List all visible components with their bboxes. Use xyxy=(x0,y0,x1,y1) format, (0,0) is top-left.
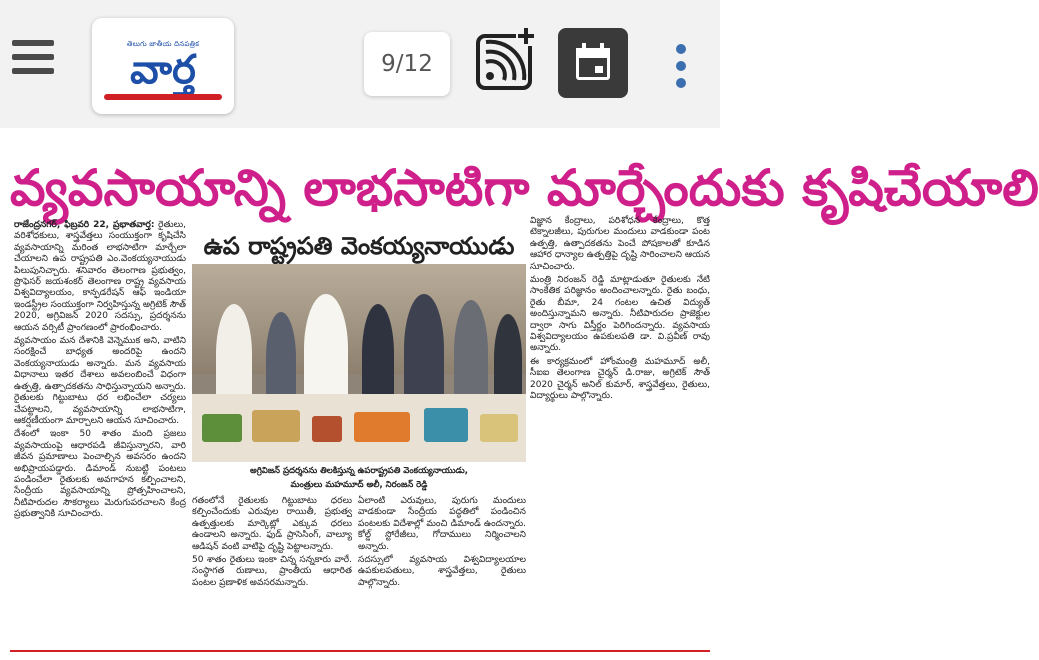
mid-left-para: గతంలోనే రైతులకు గిట్టుబాటు ధరలు కల్పించేందుకు ఎరువుల రాయితీ, ప్రభుత్వ ఉత్పత్తులకు మార్కెట్లో ఎక్కువ ధరలు ఉండాలని అన్నారు. ఫుడ్ ప్రాసెసింగ్, వాల్యూ ఆడిషన్ వంటి వాటిపై దృష్టి పెట్టాలన్నారు. xyxy=(192,496,352,552)
mid-right-para: ఏలాంటి ఎరువులు, పురుగు మందులు వాడకుండా సేంద్రీయ పద్ధతిలో పండించిన పంటలకు విదేశాల్లో మంచి డిమాండ్ ఉందన్నారు. కోల్డ్ స్టోరేజీలు, గోదాములు నిర్మించాలని అన్నారు. xyxy=(358,496,526,552)
article-dateline: రాజేంద్రనగర్, ఫిబ్రవరి 22, ప్రభాతవార్త: xyxy=(14,220,155,230)
photo-caption-line: మంత్రులు మహమూద్ అలీ, నిరంజన్ రెడ్డి xyxy=(290,480,428,490)
article-subheadline: ఉప రాష్ట్రపతి వెంకయ్యనాయుడు xyxy=(203,232,515,260)
logo-swoosh xyxy=(104,94,222,100)
article-column-left xyxy=(14,220,186,648)
app-toolbar xyxy=(0,0,720,129)
right-column-para: మంత్రి నిరంజన్ రెడ్డి మాట్లాడుతూ రైతులకు నేటి సాంకేతిక పరిజ్ఞానం అందించాలన్నారు. రైతు బంధు, రైతు బీమా, 24 గంటల ఉచిత విద్యుత్ అందిస్తున్నామని అన్నారు. నీటిపారుదల ప్రాజెక్టుల ద్వారా సాగు విస్తీర్ణం పెరిగిందన్నారు. వ్యవసాయ విశ్వవిద్యాలయం ఉపకులపతి డా. వి.ప్రవీణ్ రావు అన్నారు. xyxy=(530,275,710,354)
newspaper-logo[interactable] xyxy=(92,18,234,114)
article-column-mid-left xyxy=(192,496,352,648)
hamburger-menu-icon[interactable] xyxy=(12,40,54,78)
photo-caption-line: అగ్రివిజన్ ప్రదర్శనను తిలకిస్తున్న ఉపరాష్ట్రపతి వెంకయ్యనాయుడు, xyxy=(250,466,468,476)
left-column-para: వ్యవసాయం మన దేశానికి వెన్నెముక అని, వాటిని సంరక్షించే బాధ్యత అందరిపై ఉందని వెంకయ్యనాయుడు అన్నారు. మన వ్యవసాయ విధానాలు ఇతర దేశాలు అవలంబించే విధంగా ఉత్పత్తి, ఉత్పాదకతను సాధిస్తున్నాయని అన్నారు. రైతులకు గిట్టుబాటు ధర లభించేలా చర్యలు చేపట్టాలని, వ్యవసాయాన్ని లాభసాటిగా, ఆకర్షణీయంగా మార్చాలని ఆయన సూచించారు. xyxy=(14,336,186,426)
logo-name: వార్త xyxy=(130,47,196,93)
left-column-para: దేశంలో ఇంకా 50 శాతం మంది ప్రజలు వ్యవసాయంపై ఆధారపడి జీవిస్తున్నారని, వారి జీవన ప్రమాణాలు పెంచాల్సిన అవసరం ఉందని అభిప్రాయపడ్డారు. డిమాండ్ నుబట్టి పంటలు పండించేలా రైతులకు అవగాహన కల్పించాలని, సేంద్రీయ వ్యవసాయాన్ని ప్రోత్సహించాలని, నీటిపారుదల సౌకర్యాలు మెరుగుపరచాలని కేంద్ర ప్రభుత్వానికి సూచించారు. xyxy=(14,429,186,520)
photo-person xyxy=(216,304,252,404)
photo-person xyxy=(304,294,348,404)
more-vertical-icon[interactable] xyxy=(668,44,694,90)
photo-person xyxy=(454,300,488,404)
photo-exhibit xyxy=(354,412,410,442)
article-column-mid-right xyxy=(358,496,526,648)
photo-exhibit xyxy=(424,408,468,442)
article-headline: వ్యవసాయాన్ని లాభసాటిగా మార్చేందుకు కృషిచేయాలి xyxy=(10,159,1039,217)
rss-feed-add-icon[interactable] xyxy=(472,24,538,96)
calendar-icon[interactable] xyxy=(558,28,628,98)
article-photo xyxy=(192,264,526,462)
photo-person xyxy=(362,304,394,404)
photo-person xyxy=(404,294,444,404)
logo-tagline: తెలుగు జాతీయ దినపత్రిక xyxy=(126,40,200,48)
photo-exhibit xyxy=(312,416,342,442)
mid-left-para: 50 శాతం రైతులు ఇంకా చిన్న సన్నకారు వారే. సంస్థాగత రుణాలు, ప్రాంతీయ ఆధారిత పంటల ప్రణాళిక అవసరమన్నారు. xyxy=(192,555,352,588)
right-column-para: విజ్ఞాన కేంద్రాలు, పరిశోధన కేంద్రాలు, కొత్త టెక్నాలజీలు, పురుగుల మందులు వాడకుండా పంట ఉత్పత్తి, ఉత్పాదకతను పెంచే పోషకాలతో కూడిన ఆహార ధాన్యాల ఉత్పత్తిపై దృష్టి సారించాలని ఆయన సూచించారు. xyxy=(530,216,710,272)
mid-right-para: సదస్సులో వ్యవసాయ విశ్వవిద్యాలయాల ఉపకులపతులు, శాస్త్రవేత్తలు, రైతులు పాల్గొన్నారు. xyxy=(358,555,526,588)
next-story-strip xyxy=(10,650,710,660)
photo-exhibit xyxy=(202,414,242,442)
page-indicator: 9/12 xyxy=(364,32,450,96)
right-column-para: ఈ కార్యక్రమంలో హోంమంత్రి మహమూద్ అలీ, సీఐఐ తెలంగాణ చైర్మన్ డి.రాజు, అగ్రిటెక్ సౌత్ 2020 చైర్మన్ అనిల్ కుమార్, శాస్త్రవేత్తలు, రైతులు, విద్యార్థులు పాల్గొన్నారు. xyxy=(530,356,710,402)
photo-person xyxy=(266,312,296,404)
photo-exhibit xyxy=(252,410,300,442)
article-column-right xyxy=(530,216,710,648)
epaper-page[interactable] xyxy=(0,128,1039,658)
photo-caption xyxy=(192,464,526,494)
left-column-para: రైతులు, వరిశోధకులు, శాస్త్రవేత్తలు సంయుక్తంగా కృషిచేసి వ్యవసాయాన్ని మరింత లాభసాటిగా మార్చేలా చేయాలని ఉప రాష్ట్రపతి ఎం.వెంకయ్యనాయుడు పిలుపునిచ్చారు. శనివారం తెలంగాణ ప్రభుత్వం, ప్రొఫెసర్ జయశంకర్ తెలంగాణ రాష్ట్ర వ్యవసాయ విశ్వవిద్యాలయం, కాన్ఫడరేషన్ ఆఫ్ ఇండియా ఇండస్ట్రీల సంయుక్తంగా నిర్వహిస్తున్న అగ్రిటెక్ సౌత్ 2020, అగ్రివిజన్ 2020 సదస్సు, ప్రదర్శనను ఆయన వర్సిటీ ప్రాంగణంలో ప్రారంభించారు. xyxy=(14,220,186,333)
photo-exhibit xyxy=(480,414,518,442)
photo-person xyxy=(494,314,522,404)
